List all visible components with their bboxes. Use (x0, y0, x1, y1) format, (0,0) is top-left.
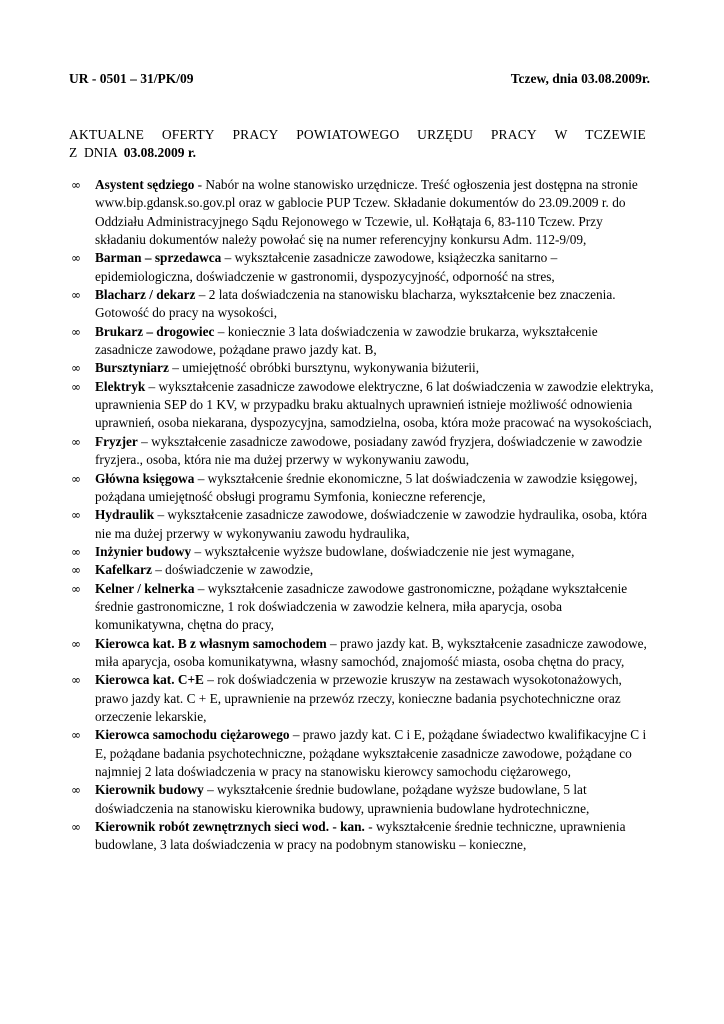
infinity-bullet-icon: ∞ (71, 544, 81, 559)
job-offer-item (69, 433, 654, 470)
job-offer-item (69, 249, 654, 286)
job-requirements: – wykształcenie średnie ekonomiczne, 5 lat doświadczenia w zawodzie księgowej, pożądana umiejętność obsługi programu Symfonia, konieczne referencje, (95, 470, 638, 504)
title-date: 03.08.2009 r. (123, 144, 197, 160)
job-requirements: – wykształcenie wyższe budowlane, doświadczenie nie jest wymagane, (191, 543, 575, 559)
job-requirements: – wykształcenie średnie budowlane, pożądane wyższe budowlane, 5 lat doświadczenia na stanowisku kierownika budowy, uprawnienia budowlane hydrotechniczne, (95, 782, 590, 816)
job-offer-item (69, 359, 654, 377)
job-title: Blacharz / dekarz (95, 287, 196, 303)
title-word: W (554, 127, 568, 142)
job-offer-item (69, 818, 654, 855)
job-requirements: – wykształcenie zasadnicze zawodowe elektryczne, 6 lat doświadczenia w zawodzie elektryka, uprawnienia SEP do 1 KV, w przypadku braku aktualnych uprawnień istnieje możliwość odnowienia uprawnień, osoba niekarana, dyspozycyjna, samodzielna, osoba, która może pracować na wysokościach, (95, 378, 654, 431)
job-title: Kierownik budowy (95, 782, 204, 798)
title-word: OFERTY (161, 127, 215, 142)
job-offer-item (69, 635, 654, 672)
job-requirements: – umiejętność obróbki bursztynu, wykonywania biżuterii, (168, 360, 480, 376)
job-title: Kelner / kelnerka (95, 580, 195, 596)
reference-number: UR - 0501 – 31/PK/09 (69, 71, 194, 86)
infinity-bullet-icon: ∞ (71, 783, 81, 798)
infinity-bullet-icon: ∞ (71, 673, 81, 688)
infinity-bullet-icon: ∞ (71, 508, 81, 523)
title-word: PRACY (490, 127, 537, 142)
job-offers-list (69, 176, 654, 855)
title-line-1 (69, 126, 646, 144)
job-title: Hydraulik (95, 507, 155, 523)
job-title: Barman – sprzedawca (95, 250, 222, 266)
title-word: AKTUALNE (69, 127, 145, 142)
title-date-prefix: Z DNIA (69, 144, 124, 160)
document-header (69, 71, 650, 87)
job-offer-item (69, 323, 654, 360)
job-requirements: – wykształcenie zasadnicze zawodowe, książeczka sanitarno – epidemiologiczna, doświadczenie w gastronomii, dyspozycyjność, odporność na stres, (95, 250, 558, 284)
job-offer-item (69, 378, 654, 433)
infinity-bullet-icon: ∞ (71, 324, 81, 339)
infinity-bullet-icon: ∞ (71, 178, 81, 192)
infinity-bullet-icon: ∞ (71, 379, 81, 394)
job-title: Brukarz – drogowiec (95, 323, 215, 339)
job-title: Kierowca samochodu ciężarowego (95, 727, 290, 743)
infinity-bullet-icon: ∞ (71, 361, 81, 376)
infinity-bullet-icon: ∞ (71, 820, 81, 835)
job-requirements: - Nabór na wolne stanowisko urzędnicze. Treść ogłoszenia jest dostępna na stronie www.bip.gdansk.so.gov.pl oraz w gablocie PUP Tczew. Składanie dokumentów do 23.09.2009 r. do Oddziału Administracyjnego Sądu Rejonowego w Tczewie, ul. Kołłątaja 6, 83-110 Tczew. Przy składaniu dokumentów należy powołać się na numer referencyjny konkursu Adm. 112-9/09, (95, 177, 638, 248)
job-requirements: – koniecznie 3 lata doświadczenia w zawodzie brukarza, wykształcenie zasadnicze zawodowe, pożądane prawo jazdy kat. B, (95, 323, 598, 358)
job-title: Elektryk (95, 378, 146, 394)
infinity-bullet-icon: ∞ (71, 636, 81, 651)
job-title: Bursztyniarz (95, 360, 169, 376)
job-title: Kafelkarz (95, 562, 152, 578)
job-offer-item (69, 506, 654, 543)
infinity-bullet-icon: ∞ (71, 288, 81, 303)
job-title: Inżynier budowy (95, 543, 192, 559)
infinity-bullet-icon: ∞ (71, 251, 81, 266)
job-requirements: – doświadczenie w zawodzie, (151, 562, 314, 578)
title-word: POWIATOWEGO (296, 127, 400, 142)
job-offer-item (69, 470, 654, 507)
job-title: Kierowca kat. C+E (95, 672, 204, 688)
title-line-2 (69, 144, 646, 162)
document-title (69, 126, 646, 161)
job-requirements: – wykształcenie zasadnicze zawodowe gastronomiczne, pożądane wykształcenie średnie gastronomiczne, 1 rok doświadczenia w zawodzie kelnera, miła aparycja, osoba komunikatywna, chętna do pracy, (95, 580, 628, 633)
job-offer-item (69, 726, 654, 781)
job-offer-item (69, 580, 654, 635)
job-offer-item (69, 671, 654, 726)
title-word: URZĘDU (417, 127, 474, 142)
job-requirements: – wykształcenie zasadnicze zawodowe, doświadczenie w zawodzie hydraulika, osoba, która nie ma dużej przerwy w wykonywaniu zawodu hydraulika, (95, 507, 648, 541)
infinity-bullet-icon: ∞ (71, 434, 81, 449)
job-requirements: – prawo jazdy kat. B, wykształcenie zasadnicze zawodowe, miła aparycja, osoba komunikatywna, własny samochód, znajomość miasta, osoba chętna do pracy, (95, 635, 647, 669)
job-requirements: – 2 lata doświadczenia na stanowisku blacharza, wykształcenie bez znaczenia. Gotowość do pracy na wysokości, (95, 287, 616, 321)
place-date: Tczew, dnia 03.08.2009r. (510, 71, 650, 86)
infinity-bullet-icon: ∞ (71, 728, 81, 743)
job-offer-item (69, 176, 654, 249)
job-offer-item (69, 561, 654, 579)
job-requirements: – prawo jazdy kat. C i E, pożądane świadectwo kwalifikacyjne C i E, pożądane badania psychotechniczne, pożądane wykształcenie zasadnicze zawodowe, pożądane co najmniej 2 lata doświadczenia w pracy na stanowisku kierowcy samochodu ciężarowego, (95, 727, 647, 779)
infinity-bullet-icon: ∞ (71, 581, 81, 596)
infinity-bullet-icon: ∞ (71, 471, 81, 486)
job-offer-item (69, 543, 654, 561)
job-title: Fryzjer (95, 433, 138, 449)
job-requirements: – wykształcenie zasadnicze zawodowe, posiadany zawód fryzjera, doświadczenie w zawodzie fryzjera., osoba, która nie ma dużej przerwy w wykonywaniu zawodu, (95, 433, 643, 468)
title-word: TCZEWIE (585, 127, 646, 142)
job-title: Kierowca kat. B z własnym samochodem (95, 635, 327, 651)
job-title: Główna księgowa (95, 470, 195, 486)
job-requirements: - wykształcenie średnie techniczne, uprawnienia budowlane, 3 lata doświadczenia w pracy na podobnym stanowisku – konieczne, (95, 819, 626, 853)
job-offer-item (69, 781, 654, 818)
infinity-bullet-icon: ∞ (71, 563, 81, 578)
job-offer-item (69, 286, 654, 323)
job-title: Asystent sędziego (95, 177, 195, 192)
job-requirements: – rok doświadczenia w przewozie kruszyw na zestawach wysokotonażowych, prawo jazdy kat. C + E, uprawnienie na przewóz rzeczy, konieczne badania psychotechniczne oraz orzeczenie lekarskie, (95, 672, 622, 724)
job-title: Kierownik robót zewnętrznych sieci wod. - kan. (95, 819, 365, 835)
title-word: PRACY (232, 127, 279, 142)
